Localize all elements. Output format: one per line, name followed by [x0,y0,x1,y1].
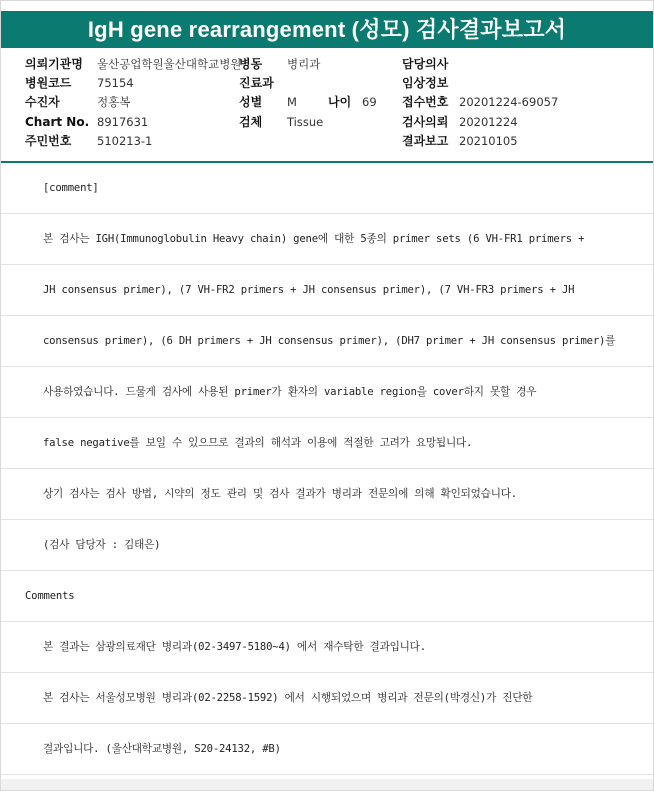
report-title: IgH gene rearrangement (성모) 검사결과보고서 [1,11,653,48]
ward-value: 병리과 [287,57,321,71]
clinical-info-label: 임상정보 [402,76,449,90]
report-line: 상기 검사는 검사 방법, 시약의 정도 관리 및 검사 결과가 병리과 전문의에 의해 확인되었습니다. [1,469,653,520]
patient-info-block [1,55,653,153]
sex-label: 성별 [239,95,263,109]
report-line: 본 검사는 서울성모병원 병리과(02-2258-1592) 에서 시행되었으며 병리과 전문의(박경신)가 진단한 [1,673,653,724]
report-line: 결과입니다. (울산대학교병원, S20-24132, #B) [1,724,653,775]
specimen-label: 검체 [239,115,263,129]
report-line: false negative를 보일 수 있으므로 결과의 해석과 이용에 적절한 고려가 요망됩니다. [1,418,653,469]
patient-label: 수진자 [25,95,60,109]
hospital-code-label: 병원코드 [25,76,72,90]
department-label: 진료과 [239,76,274,90]
patient-value: 정홍복 [97,95,131,109]
doctor-label: 담당의사 [402,57,449,71]
resident-no-value: 510213-1 [97,134,153,148]
comment-heading: [comment] [1,163,653,214]
report-content [1,163,653,775]
age-label: 나이 [328,95,352,109]
footer-band [1,779,653,791]
institution-value: 울산공업학원울산대학교병원 [97,57,242,71]
receipt-value: 20201224-69057 [459,95,559,109]
report-line: consensus primer), (6 DH primers + JH consensus primer), (DH7 primer + JH consensus primer)를 [1,316,653,367]
ward-label: 병동 [239,57,263,71]
sex-value: M [287,95,297,109]
comments-heading: Comments [1,571,653,622]
request-date-value: 20201224 [459,115,518,129]
examiner-line: (검사 담당자 : 김태은) [1,520,653,571]
hospital-code-value: 75154 [97,76,134,90]
institution-label: 의뢰기관명 [25,57,83,71]
request-date-label: 검사의뢰 [402,115,449,129]
report-line: 본 검사는 IGH(Immunoglobulin Heavy chain) gene에 대한 5종의 primer sets (6 VH-FR1 primers + [1,214,653,265]
report-line: 사용하였습니다. 드물게 검사에 사용된 primer가 환자의 variable region을 cover하지 못할 경우 [1,367,653,418]
chart-no-value: 8917631 [97,115,149,129]
chart-no-label: Chart No. [25,115,90,129]
report-line: 본 결과는 삼광의료재단 병리과(02-3497-5180~4) 에서 재수탁한 결과입니다. [1,622,653,673]
result-date-value: 20210105 [459,134,518,148]
specimen-value: Tissue [287,115,324,129]
resident-no-label: 주민번호 [25,134,72,148]
receipt-label: 접수번호 [402,95,449,109]
age-value: 69 [362,95,377,109]
result-date-label: 결과보고 [402,134,449,148]
report-line: JH consensus primer), (7 VH-FR2 primers + JH consensus primer), (7 VH-FR3 primers + JH [1,265,653,316]
